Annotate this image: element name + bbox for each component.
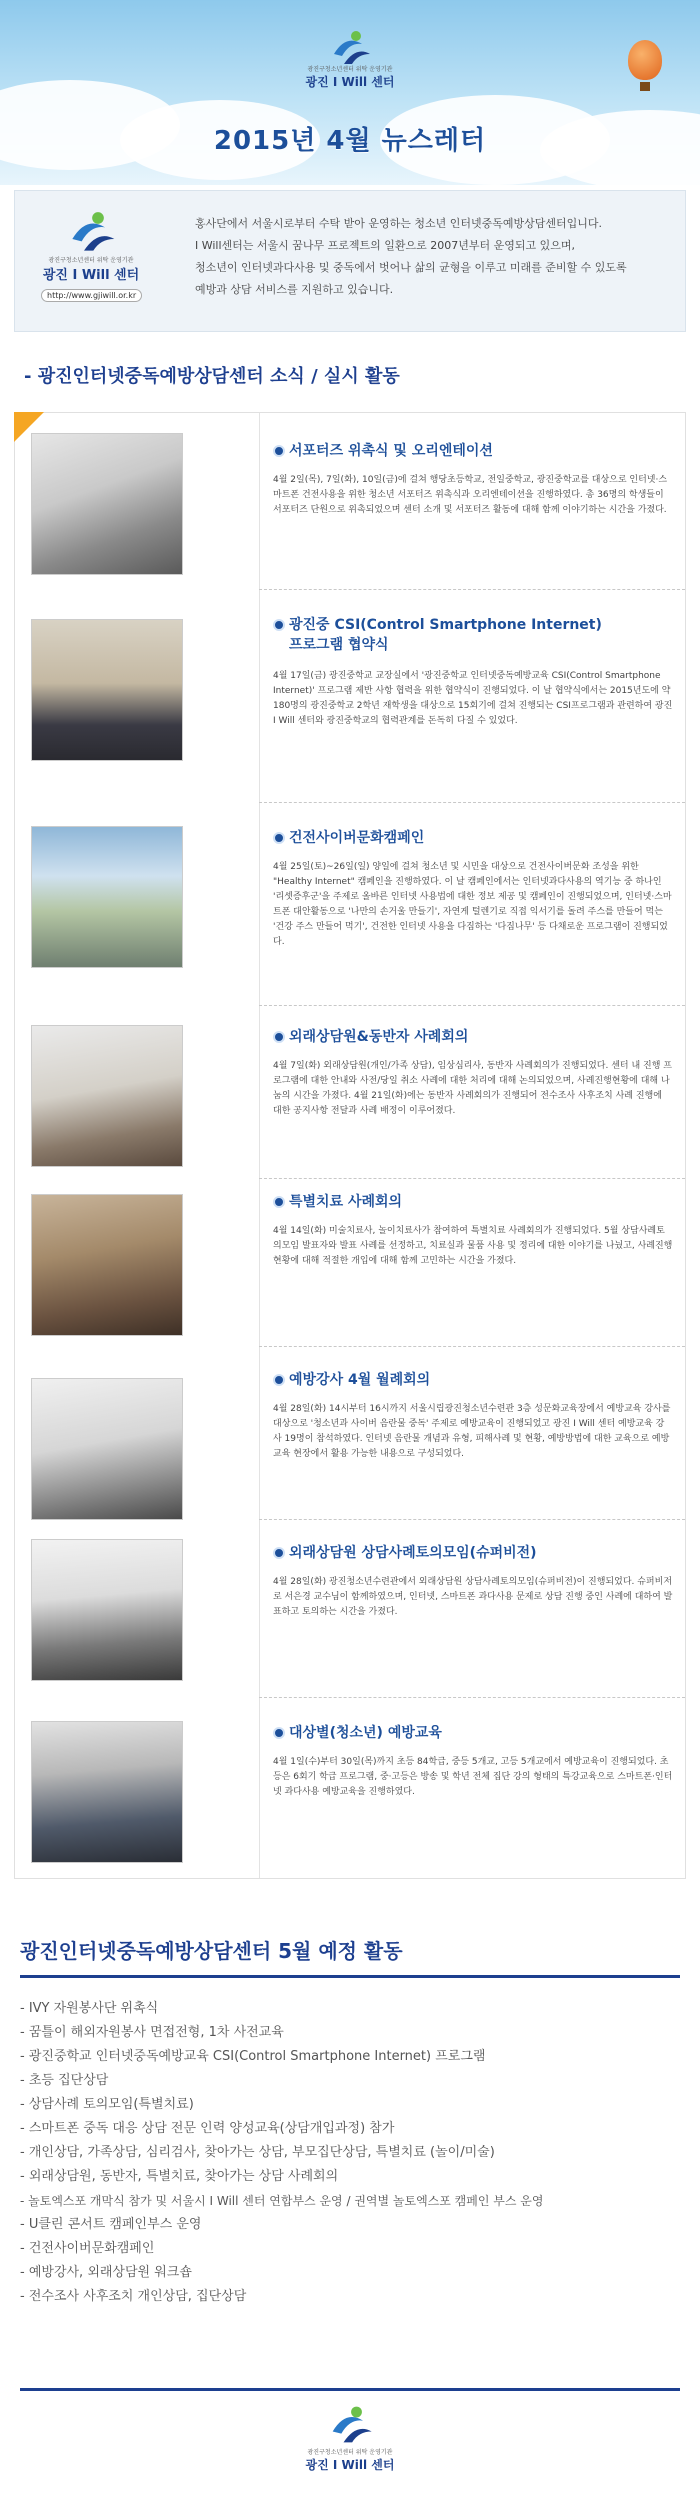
news-item-title: 대상별(청소년) 예방교육 — [273, 1723, 673, 1743]
intro-logo — [41, 211, 141, 321]
footer-logo — [300, 2405, 400, 2485]
news-item — [15, 413, 685, 588]
item-separator — [259, 1346, 685, 1347]
bullet-icon — [273, 1031, 285, 1043]
news-item-body: 4월 1일(수)부터 30일(목)까지 초등 84학급, 중등 5개교, 고등 5개교에서 예방교육이 진행되었다. 초등은 6회기 학급 프로그램, 중·고등은 방송 및 학년 전체 집단 강의 형태의 특강교육으로 스마트폰·인터넷 과다사용 예방교육을 진행하였다. — [273, 1757, 673, 1797]
news-photo — [31, 1378, 183, 1520]
news-item-body: 4월 25일(토)~26일(일) 양일에 걸쳐 청소년 및 시민을 대상으로 건전사이버문화 조성을 위한 "Healthy Internet" 캠페인을 진행하였다. 이 날 캠페인에서는 인터넷과다사용의 역기능 중 하나인 '리셋증후군'을 주제로 올바른 인터넷 사용법에 대한 정보 제공 및 캠페인이 진행되었으며, 인터넷·스마트폰 대안활동으로 '나만의 손거울 만들기', 자연게 털렌기로 직접 익서기를 돌려 주스를 만들어 먹는 '건강 주스 만들어 먹기', 건전한 인터넷 사용을 다짐하는 '다짐나무' 등 다채로운 프로그램이 진행되었다. — [273, 862, 672, 947]
header-logo — [305, 30, 395, 105]
news-item — [15, 591, 685, 801]
list-item: - 초등 집단상담 — [20, 2073, 109, 2088]
website-url-link[interactable]: http://www.gjiwill.or.kr — [41, 289, 142, 302]
item-separator — [259, 802, 685, 803]
bullet-icon — [273, 1727, 285, 1739]
list-item: - 스마트폰 중독 대응 상담 전문 인력 양성교육(상담개입과정) 참가 — [20, 2121, 395, 2136]
may-section-heading: 광진인터넷중독예방상담센터 5월 예정 활동 — [20, 1939, 403, 1963]
news-item — [15, 804, 685, 1004]
intro-line: 홍사단에서 서울시로부터 수탁 받아 운영하는 청소년 인터넷중독예방상담센터입니다. — [195, 217, 603, 230]
news-item-title: 서포터즈 위촉식 및 오리엔테이션 — [273, 441, 673, 461]
iwill-logo-icon — [326, 30, 374, 66]
intro-line: I Will센터는 서울시 꿈나무 프로젝트의 일환으로 2007년부터 운영되고 있으며, — [195, 239, 576, 252]
news-photo — [31, 619, 183, 761]
bullet-icon — [273, 832, 285, 844]
logo-brand: 광진 I Will 센터 — [305, 75, 395, 89]
bullet-icon — [273, 1547, 285, 1559]
logo-caption: 광진구청소년센터 위탁 운영기관 — [307, 2449, 393, 2456]
item-separator — [259, 1005, 685, 1006]
news-list — [14, 412, 686, 1879]
item-separator — [259, 1519, 685, 1520]
news-section-heading: - 광진인터넷중독예방상담센터 소식 / 실시 활동 — [24, 366, 400, 387]
intro-box — [14, 190, 686, 332]
news-item-body: 4월 28일(화) 광진청소년수련관에서 외래상담원 상담사례토의모임(슈퍼비전)이 진행되었다. 슈퍼비저로 서은경 교수님이 함께하였으며, 인터넷, 스마트폰 과다사용 문제로 상담 진행 중인 사례에 대하여 발표하고 토의하는 시간을 가졌다. — [273, 1577, 673, 1617]
logo-brand: 광진 I Will 센터 — [305, 2458, 395, 2472]
list-item: - U클린 콘서트 캠페인부스 운영 — [20, 2217, 202, 2232]
list-item: - 광진중학교 인터넷중독예방교육 CSI(Control Smartphone Internet) 프로그램 — [20, 2049, 486, 2064]
bullet-icon — [273, 445, 285, 457]
iwill-logo-icon — [63, 211, 119, 253]
news-item-body: 4월 7일(화) 외래상담원(개인/가족 상담), 임상심리사, 동반자 사례회의가 진행되었다. 센터 내 진행 프로그램에 대한 안내와 사전/당일 취소 사례에 대한 처리에 대해 논의되었으며, 사례진행현황에 대해 나눔의 시간을 가졌다. 4월 21일(화)에는 동반자 사례회의가 진행되어 전수조사 사후조치 사례 진행에 대한 공지사항 전달과 사례 배정이 이루어졌다. — [273, 1061, 672, 1116]
item-separator — [259, 1178, 685, 1179]
intro-line: 예방과 상담 서비스를 지원하고 있습니다. — [195, 283, 394, 296]
news-item-title: 외래상담원 상담사례토의모임(슈퍼비전) — [273, 1543, 673, 1563]
logo-caption: 광진구청소년센터 위탁 운영기관 — [48, 257, 134, 264]
header-banner — [0, 0, 700, 185]
news-item-body: 4월 28일(화) 14시부터 16시까지 서울시립광진청소년수련관 3층 성문화교육장에서 예방교육 강사를 대상으로 '청소년과 사이버 음란물 중독' 주제로 예방교육이 진행되었고 광진 I Will 센터 예방교육 강사 19명이 참석하였다. 인터넷 음란물 개념과 유형, 피해사례 및 현황, 예방방법에 대한 교육으로 예방교육 현장에서 활용 가능한 내용으로 구성되었다. — [273, 1404, 671, 1459]
news-photo — [31, 433, 183, 575]
news-photo — [31, 1721, 183, 1863]
news-item — [15, 1521, 685, 1696]
intro-text — [195, 213, 675, 301]
bullet-icon — [273, 619, 285, 631]
list-item: - 전수조사 사후조치 개인상담, 집단상담 — [20, 2289, 247, 2304]
news-item — [15, 1007, 685, 1177]
list-item: - 개인상담, 가족상담, 심리검사, 찾아가는 상담, 부모집단상담, 특별치료 (놀이/미술) — [20, 2145, 495, 2160]
news-photo — [31, 826, 183, 968]
list-item: - 상담사례 토의모임(특별치료) — [20, 2097, 194, 2112]
news-item — [15, 1180, 685, 1345]
may-activities-list — [20, 1997, 680, 2309]
iwill-logo-icon — [324, 2405, 376, 2445]
news-item-body: 4월 14일(화) 미술치료사, 놀이치료사가 참여하여 특별치료 사례회의가 진행되었다. 5월 상담사례토의모임 발표자와 발표 사례를 선정하고, 치료실과 물품 사용 및 정리에 대한 이야기를 나눴고, 사례진행현황에 대해 적절한 개입에 대해 함께 고민하는 시간을 가졌다. — [273, 1226, 673, 1266]
news-item-body: 4월 2일(목), 7일(화), 10일(금)에 걸쳐 행당초등학교, 전일중학교, 광진중학교를 대상으로 인터넷·스마트폰 건전사용을 위한 청소년 서포터즈 위촉식과 오리엔테이션을 진행하였다. 총 36명의 학생들이 서포터즈 단원으로 위촉되었으며 센터 소개 및 서포터즈 활동에 대해 함께 이야기하는 시간을 가졌다. — [273, 475, 668, 515]
news-item-body: 4월 17일(금) 광진중학교 교장실에서 '광진중학교 인터넷중독예방교육 CSI(Control Smartphone Internet)' 프로그램 제반 사항 협력을 위한 협약식이 진행되었다. 이 날 협약식에서는 2015년도에 약 180명의 광진중학교 2학년 재학생을 대상으로 15회기에 걸쳐 진행되는 CSI프로그램과 관련하여 광진 I Will 센터와 광진중학교의 협력관계를 돈독히 다질 수 있었다. — [273, 671, 673, 726]
list-item: - 건전사이버문화캠페인 — [20, 2241, 155, 2256]
section-rule — [20, 2388, 680, 2391]
bullet-icon — [273, 1374, 285, 1386]
news-photo — [31, 1194, 183, 1336]
news-photo — [31, 1025, 183, 1167]
news-photo — [31, 1539, 183, 1681]
hot-air-balloon-icon — [628, 40, 662, 80]
item-separator — [259, 589, 685, 590]
list-item: - IVY 자원봉사단 위촉식 — [20, 2001, 159, 2016]
intro-line: 청소년이 인터넷과다사용 및 중독에서 벗어나 삶의 균형을 이루고 미래를 준비할 수 있도록 — [195, 261, 627, 274]
news-item — [15, 1348, 685, 1518]
newsletter-title: 2015년 4월 뉴스레터 — [213, 126, 487, 156]
list-item: - 꿈틀이 해외자원봉사 면접전형, 1차 사전교육 — [20, 2025, 284, 2040]
news-item-title: 특별치료 사례회의 — [273, 1192, 673, 1212]
list-item: - 놀토엑스포 개막식 참가 및 서울시 I Will 센터 연합부스 운영 / 권역별 놀토엑스포 캠페인 부스 운영 — [20, 2194, 544, 2208]
item-separator — [259, 1697, 685, 1698]
bullet-icon — [273, 1196, 285, 1208]
news-item-title: 광진중 CSI(Control Smartphone Internet) 프로그램 협약식 — [273, 615, 673, 655]
news-item-title: 건전사이버문화캠페인 — [273, 828, 673, 848]
list-item: - 예방강사, 외래상담원 워크숍 — [20, 2265, 192, 2280]
news-item — [15, 1699, 685, 1874]
logo-caption: 광진구청소년센터 위탁 운영기관 — [307, 66, 393, 73]
section-rule — [20, 1975, 680, 1978]
news-item-title: 예방강사 4월 월례회의 — [273, 1370, 673, 1390]
logo-brand: 광진 I Will 센터 — [42, 268, 140, 283]
news-item-title: 외래상담원&동반자 사례회의 — [273, 1027, 673, 1047]
list-item: - 외래상담원, 동반자, 특별치료, 찾아가는 상담 사례회의 — [20, 2169, 339, 2184]
